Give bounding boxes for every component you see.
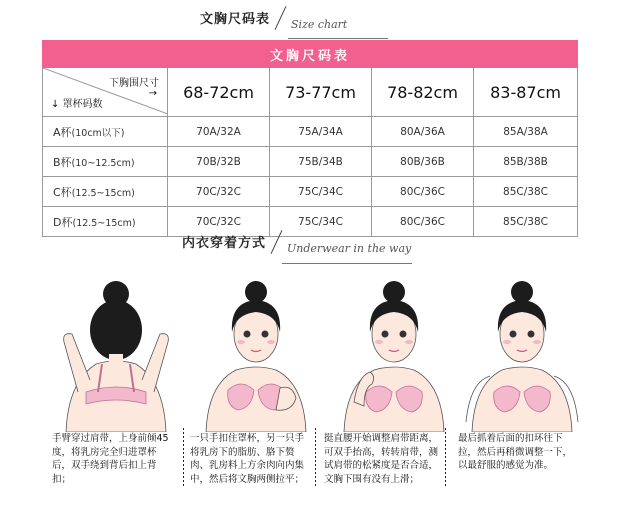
size-chart-section-title [200,4,347,31]
divider-dot [315,472,316,474]
divider-dot [315,484,316,486]
cup-range: (12.5~15cm) [72,217,136,229]
title-divider [275,6,287,30]
size-chart-title-en: Size chart [291,18,348,31]
cup-label: A杯 [53,125,72,139]
divider-dot [445,456,446,458]
table-cell: 85A/38A [474,117,578,147]
divider-dot [315,428,316,430]
row-label [43,147,168,177]
step-divider [184,428,185,488]
divider-dot [445,476,446,478]
divider-dot [183,456,184,458]
divider-dot [315,444,316,446]
wear-step-2-illustration [196,272,316,432]
divider-dot [183,476,184,478]
table-cell: 80A/36A [372,117,474,147]
wear-step-4-caption: 最后抓着后面的扣环往下拉，然后再稍微调整一下，以最舒服的感觉为准。 [458,433,573,471]
divider-dot [315,464,316,466]
divider-dot [315,456,316,458]
wear-guide-section-title [182,228,411,255]
divider-dot [445,444,446,446]
table-header-row [43,68,578,117]
divider-dot [315,476,316,478]
wear-step-3-illustration [334,272,454,432]
divider-dot [315,448,316,450]
divider-dot [315,432,316,434]
divider-dot [445,436,446,438]
cup-size-label: ↓ 罩杯码数 [51,99,103,110]
size-chart-title-cn: 文胸尺码表 [200,12,271,27]
divider-dot [183,440,184,442]
size-chart-title-underline [288,38,388,39]
cup-range: (10cm以下) [71,127,125,139]
wear-step-4-illustration [462,272,582,432]
divider-dot [315,480,316,482]
size-chart-table [42,40,578,237]
divider-dot [445,448,446,450]
divider-dot [445,472,446,474]
table-title-row [43,41,578,68]
column-header: 68-72cm [168,68,270,117]
row-label [43,207,168,237]
wear-guide-title-cn: 内衣穿着方式 [182,236,267,251]
divider-dot [315,436,316,438]
step-divider [446,428,447,488]
row-label [43,177,168,207]
table-cell: 80C/36C [372,207,474,237]
title-divider [271,230,283,254]
divider-dot [445,428,446,430]
table-title: 文胸尺码表 [43,41,578,68]
wear-step-1-caption: 手臂穿过肩带，上身前倾45度，将乳房完全归进罩杯后，双手绕到背后扣上背扣； [52,433,169,485]
divider-dot [183,472,184,474]
column-header: 83-87cm [474,68,578,117]
header-corner-cell [43,68,168,117]
divider-dot [445,484,446,486]
divider-dot [445,452,446,454]
wear-step-3-caption: 挺直腰开始调整肩带距离，可双手抬高，转转肩带，测试肩带的松紧度是否合适，文胸下围有没有上滑； [324,433,439,485]
table-cell: 75B/34B [270,147,372,177]
divider-dot [183,448,184,450]
table-row [43,177,578,207]
divider-dot [445,464,446,466]
divider-dot [183,432,184,434]
table-cell: 85C/38C [474,177,578,207]
wear-guide-title-underline [282,263,412,264]
column-header: 73-77cm [270,68,372,117]
divider-dot [315,452,316,454]
table-cell: 70C/32C [168,207,270,237]
step-divider [316,428,317,488]
wear-guide-title-en: Underwear in the way [287,242,412,255]
cup-label: C杯 [53,185,72,199]
wear-step-2-caption: 一只手扣住罩杯，另一只手将乳房下的脂肪、胳下赘肉、乳房料上方余肉向内集中，然后将文胸两侧拉平； [190,433,305,485]
cup-range: (10~12.5cm) [71,157,135,169]
wear-step-1-illustration [56,272,176,432]
table-cell: 70A/32A [168,117,270,147]
divider-dot [315,468,316,470]
row-label [43,117,168,147]
table-row [43,147,578,177]
divider-dot [183,468,184,470]
table-cell: 80B/36B [372,147,474,177]
cup-label: D杯 [53,215,73,229]
divider-dot [445,480,446,482]
divider-dot [445,432,446,434]
divider-dot [183,480,184,482]
divider-dot [183,428,184,430]
table-cell: 75C/34C [270,207,372,237]
table-cell: 80C/36C [372,177,474,207]
divider-dot [183,444,184,446]
table-cell: 75C/34C [270,177,372,207]
divider-dot [445,440,446,442]
table-cell: 70B/32B [168,147,270,177]
table-row [43,117,578,147]
table-cell: 75A/34A [270,117,372,147]
table-cell: 85C/38C [474,207,578,237]
cup-label: B杯 [53,155,72,169]
divider-dot [183,460,184,462]
divider-dot [183,436,184,438]
right-arrow-icon: → [148,88,157,99]
column-header: 78-82cm [372,68,474,117]
table-cell: 85B/38B [474,147,578,177]
cup-range: (12.5~15cm) [71,187,135,199]
divider-dot [183,484,184,486]
divider-dot [315,460,316,462]
divider-dot [315,440,316,442]
divider-dot [183,452,184,454]
divider-dot [183,464,184,466]
divider-dot [445,460,446,462]
divider-dot [445,468,446,470]
table-cell: 70C/32C [168,177,270,207]
bust-size-label: 下胸围尺寸 [109,78,159,89]
